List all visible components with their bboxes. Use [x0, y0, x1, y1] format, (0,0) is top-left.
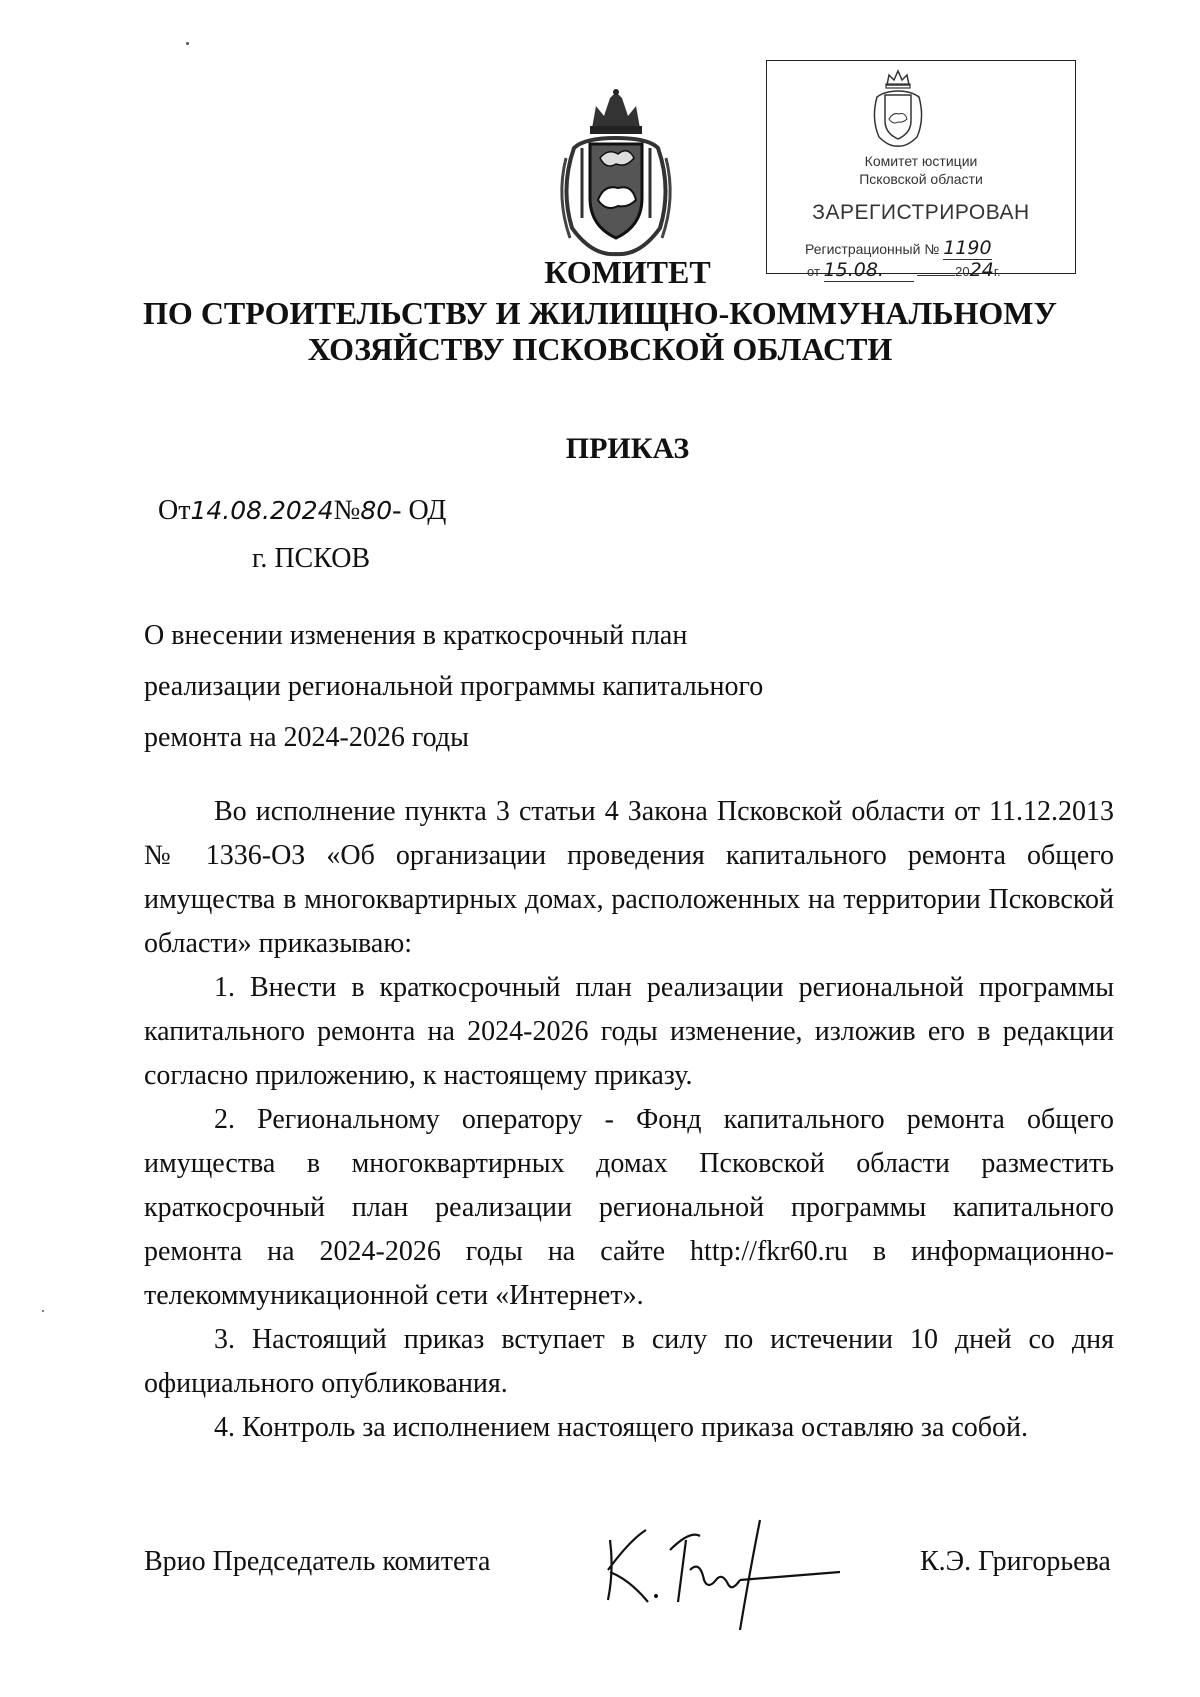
stamp-date-handwritten: 15.08. [824, 259, 914, 282]
stamp-date-prefix: от [807, 264, 820, 279]
stamp-status: ЗАРЕГИСТРИРОВАН [812, 201, 1030, 224]
registration-stamp [766, 60, 1076, 281]
item-4-paragraph [144, 1406, 1114, 1450]
item-3-text: 3. Настоящий приказ вступает в силу по истечении 10 дней со дня официального опубликования. [144, 1324, 1114, 1399]
handwritten-signature [590, 1510, 850, 1640]
document-type-heading: ПРИКАЗ [565, 432, 690, 465]
stamp-reg-label: Регистрационный № [805, 241, 940, 257]
number-line-prefix: От [158, 495, 191, 526]
signatory-title: Врио Председатель комитета [144, 1546, 491, 1577]
stamp-year-handwritten: 24 [969, 259, 994, 281]
scan-speck [42, 1310, 44, 1312]
city-line: г. ПСКОВ [252, 543, 371, 574]
item-2-text: 2. Региональному оператору - Фонд капитального ремонта общего имущества в многоквартирных домах Псковской области разместить краткосрочный план реализации региональной программы капитального ремонта на 2024-2026 годы на сайте http://fkr60.ru в информационно-телекоммуникационной сети «Интернет». [144, 1104, 1114, 1311]
org-title-line2: ПО СТРОИТЕЛЬСТВУ И ЖИЛИЩНО-КОММУНАЛЬНОМУ [143, 295, 1057, 331]
subject-line1: О внесении изменения в краткосрочный план [144, 620, 688, 651]
stamp-year-prefix: 20 [955, 264, 970, 279]
scan-speck [186, 42, 189, 45]
number-line-suffix: - ОД [392, 495, 447, 526]
stamp-emblem-icon [869, 67, 927, 149]
item-1-paragraph [144, 966, 1114, 1098]
item-1-text: 1. Внести в краткосрочный план реализации региональной программы капитального ремонта на 2024-2026 годы изменение, изложив его в редакции согласно приложению, к настоящему приказу. [144, 972, 1114, 1091]
org-title-line1: КОМИТЕТ [544, 254, 711, 290]
subject-line3: ремонта на 2024-2026 годы [144, 722, 469, 753]
org-title-line3: ХОЗЯЙСТВУ ПСКОВСКОЙ ОБЛАСТИ [307, 331, 893, 367]
subject-line2: реализации региональной программы капитального [144, 671, 764, 702]
order-number-line [158, 495, 446, 527]
order-number-handwritten: 80 [360, 496, 393, 525]
preamble-text: Во исполнение пункта 3 статьи 4 Закона Псковской области от 11.12.2013 № 1336-ОЗ «Об организации проведения капитального ремонта общего имущества в многоквартирных домах, расположенных на территории Псковской области» приказываю: [144, 796, 1114, 959]
order-date-handwritten: 14.08.2024 [190, 496, 334, 525]
coat-of-arms-emblem [552, 88, 680, 258]
stamp-date-suffix: г. [993, 264, 1001, 279]
item-4-text: 4. Контроль за исполнением настоящего приказа оставляю за собой. [214, 1412, 1029, 1443]
stamp-authority-line1: Комитет юстиции [864, 153, 978, 169]
item-3-paragraph [144, 1318, 1114, 1406]
stamp-authority-line2: Псковской области [859, 171, 983, 187]
stamp-reg-number-handwritten: 1190 [943, 237, 992, 259]
preamble-paragraph [144, 790, 1114, 966]
signatory-name: К.Э. Григорьева [920, 1546, 1111, 1577]
number-sign: № [333, 495, 361, 526]
item-2-paragraph [144, 1098, 1114, 1318]
